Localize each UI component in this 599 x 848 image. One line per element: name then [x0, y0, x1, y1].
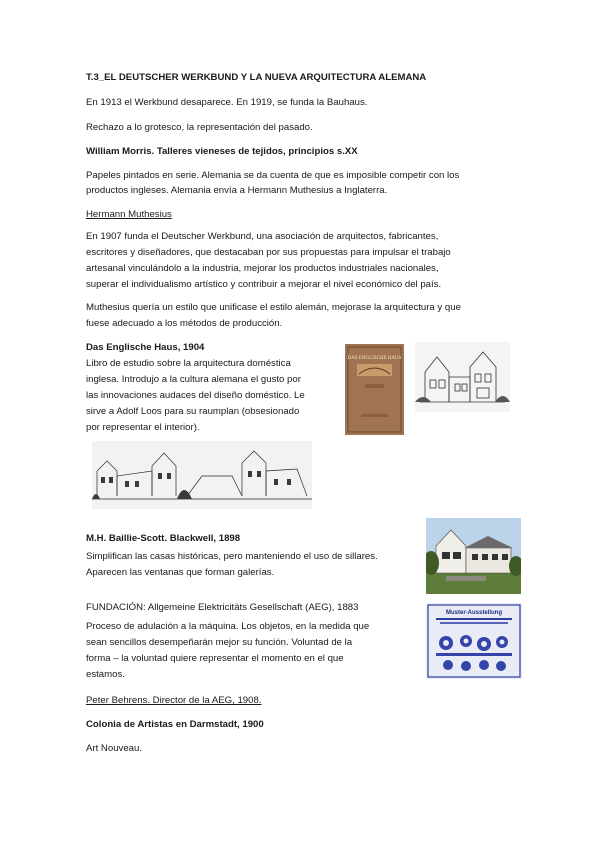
baillie-line: Aparecen las ventanas que forman galerías. [86, 567, 275, 578]
muthesius-line: fuese adecuado a los métodos de producción. [86, 318, 283, 329]
behrens-link: Peter Behrens. Director de la AEG, 1908. [86, 695, 262, 706]
intro-line: Rechazo a lo grotesco, la representación del pasado. [86, 122, 313, 133]
muthesius-line: artesanal vinculándolo a la industria, mejorar los productos industriales nacionales, [86, 263, 439, 274]
darmstadt-text: Art Nouveau. [86, 743, 142, 754]
darmstadt-heading: Colonia de Artistas en Darmstadt, 1900 [86, 719, 264, 730]
aeg-heading: FUNDACIÓN: Allgemeine Elektricitäts Gesellschaft (AEG), 1883 [86, 602, 359, 613]
muthesius-line: En 1907 funda el Deutscher Werkbund, una asociación de arquitectos, fabricantes, [86, 231, 439, 242]
book-cover-image [345, 344, 404, 435]
englische-line: inglesa. Introdujo a la cultura alemana el gusto por [86, 374, 301, 385]
blackwell-photo [426, 518, 521, 594]
house-sketch-image [415, 342, 510, 412]
aeg-line: sean sencillos desempeñarán mejor su función. Voluntad de la [86, 637, 353, 648]
aeg-line: estamos. [86, 669, 125, 680]
englische-line: Libro de estudio sobre la arquitectura doméstica [86, 358, 291, 369]
muthesius-line: escritores y diseñadores, que destacaban por sus propuestas para impulsar el trabajo [86, 247, 451, 258]
estate-panorama-image [92, 441, 312, 509]
morris-line: Papeles pintados en serie. Alemania se da cuenta de que es imposible competir con los [86, 170, 460, 181]
muthesius-line: Muthesius quería un estilo que unificase el estilo alemán, mejorase la arquitectura y que [86, 302, 461, 313]
aeg-poster-image [426, 603, 522, 679]
baillie-line: Simplifican las casas históricas, pero manteniendo el uso de sillares. [86, 551, 378, 562]
englische-line: las innovaciones audaces del diseño doméstico. Le [86, 390, 305, 401]
englische-line: por representar el interior). [86, 422, 200, 433]
baillie-heading: M.H. Baillie-Scott. Blackwell, 1898 [86, 533, 241, 544]
book-cover-title: DAS ENGLISCHE HAUS [347, 356, 402, 361]
aeg-line: Proceso de adulación a la máquina. Los objetos, en la medida que [86, 621, 370, 632]
page-title: T.3_EL DEUTSCHER WERKBUND Y LA NUEVA ARQUITECTURA ALEMANA [86, 72, 427, 83]
intro-line: En 1913 el Werkbund desaparece. En 1919, se funda la Bauhaus. [86, 97, 368, 108]
englische-line: sirve a Adolf Loos para su raumplan (obsesionado [86, 406, 300, 417]
morris-line: productos ingleses. Alemania envía a Hermann Muthesius a Inglaterra. [86, 185, 388, 196]
morris-heading: William Morris. Talleres vieneses de tejidos, principios s.XX [86, 146, 358, 157]
englische-heading: Das Englische Haus, 1904 [86, 342, 205, 353]
aeg-line: forma – la voluntad quiere representar el momento en el que [86, 653, 344, 664]
muthesius-line: superar el individualismo artístico y contribuir a mejorar el nivel económico del país. [86, 279, 442, 290]
aeg-poster-title: Muster-Ausstellung [445, 610, 503, 616]
muthesius-heading: Hermann Muthesius [86, 209, 172, 220]
